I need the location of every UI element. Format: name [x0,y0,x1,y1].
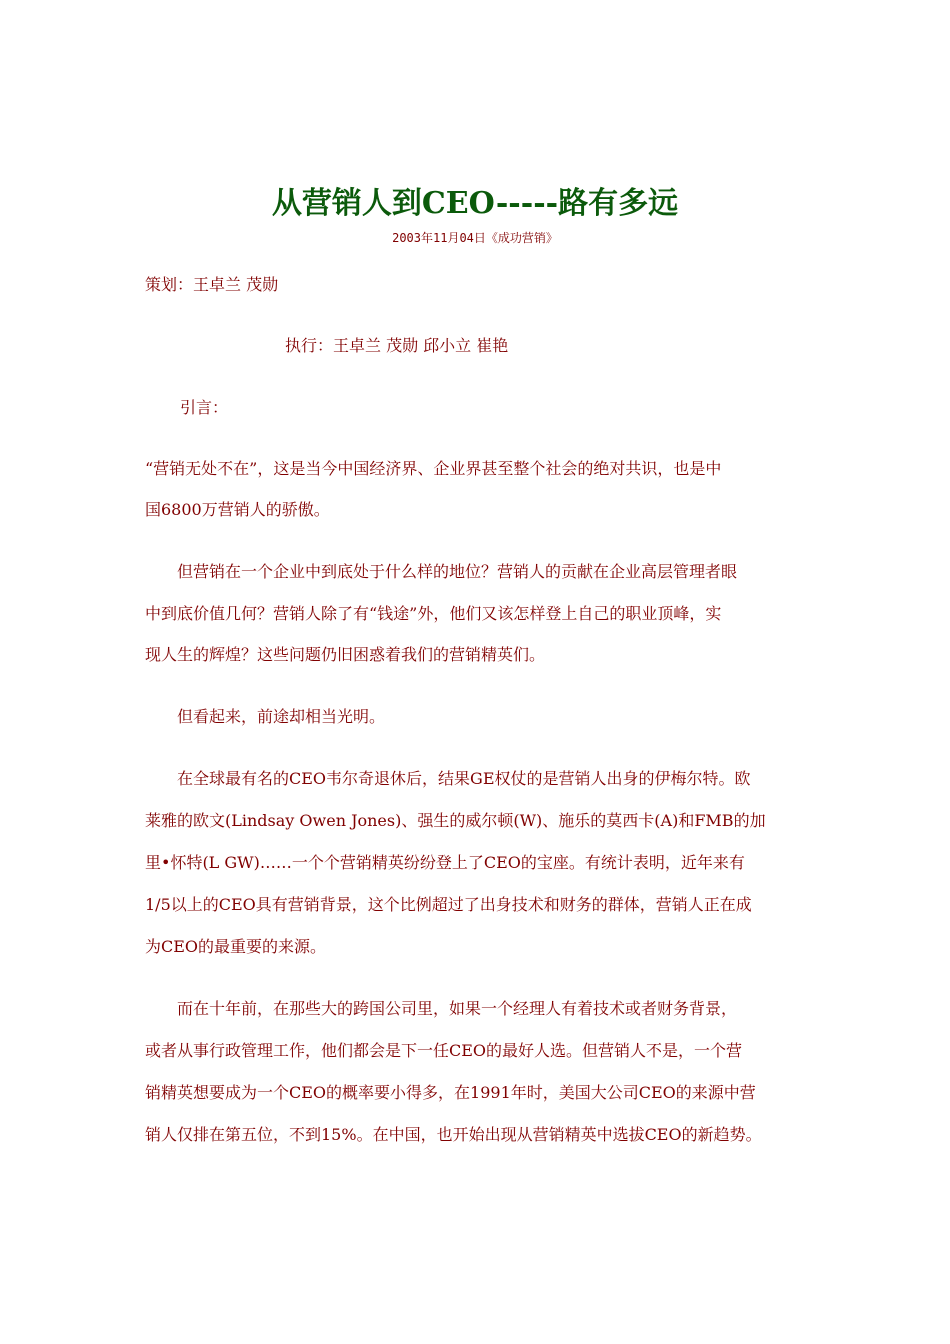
paragraph-line: 而在十年前，在那些大的跨国公司里，如果一个经理人有着技术或者财务背景， [145,999,738,1018]
executors-line: 执行：王卓兰 茂勋 邱小立 崔艳 [285,336,509,355]
paragraph-line: 销精英想要成为一个CEO的概率要小得多，在1991年时，美国大公司CEO的来源中营 [145,1083,756,1102]
paragraph-line: 为CEO的最重要的来源。 [145,937,327,956]
paragraph-line: 销人仅排在第五位，不到15%。在中国，也开始出现从营销精英中选拔CEO的新趋势。 [145,1125,762,1144]
article-dateline: 2003年11月04日《成功营销》 [392,231,558,245]
paragraph-line: 现人生的辉煌？这些问题仍旧困惑着我们的营销精英们。 [145,645,546,664]
paragraph-line: 里•怀特(L GW)……一个个营销精英纷纷登上了CEO的宝座。有统计表明，近年来有 [145,853,745,872]
paragraph-line: 但营销在一个企业中到底处于什么样的地位？营销人的贡献在企业高层管理者眼 [145,562,738,581]
paragraph-line: 但看起来，前途却相当光明。 [145,707,386,726]
paragraph-line: 在全球最有名的CEO韦尔奇退休后，结果GE权仗的是营销人出身的伊梅尔特。欧 [145,769,751,788]
paragraph-line: 国6800万营销人的骄傲。 [145,500,330,519]
paragraph-line: 1/5以上的CEO具有营销背景，这个比例超过了出身技术和财务的群体，营销人正在成 [145,895,752,914]
paragraph-line: “营销无处不在”，这是当今中国经济界、企业界甚至整个社会的绝对共识，也是中 [145,459,722,478]
article-title: 从营销人到CEO-----路有多远 [271,186,679,221]
planner-line: 策划：王卓兰 茂勋 [145,275,279,294]
intro-label: 引言： [180,398,229,417]
paragraph-line: 中到底价值几何？营销人除了有“钱途”外，他们又该怎样登上自己的职业顶峰，实 [145,604,722,623]
paragraph-line: 或者从事行政管理工作，他们都会是下一任CEO的最好人选。但营销人不是，一个营 [145,1041,743,1060]
paragraph-line: 莱雅的欧文(Lindsay Owen Jones)、强生的威尔顿(W)、施乐的莫西卡(A)和FMB的加 [145,811,766,830]
